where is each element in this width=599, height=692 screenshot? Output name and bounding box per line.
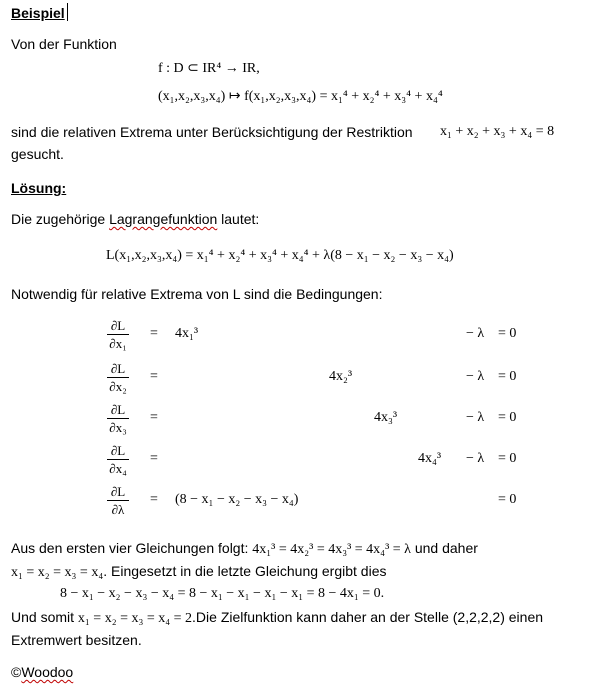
function-line: (x₁,x₂,x₃,x₄) ↦ f(x₁,x₂,x₃,x₄) = x₁⁴ + x₂⁴ + x₃⁴ + x₄⁴: [158, 89, 443, 104]
conclusion-text: .Die Zielfunktion kann daher an der Stelle (2,2,2,2) einen: [192, 609, 544, 625]
partial-fraction: [107, 402, 129, 435]
fraction-denominator: ∂x₃: [109, 420, 127, 435]
text-cursor: [67, 3, 68, 21]
equation-term: 4x₂³: [329, 369, 353, 384]
fraction-numerator: ∂L: [110, 484, 126, 499]
restriction-formula: x₁ + x₂ + x₃ + x₄ = 8: [440, 124, 555, 139]
fraction-numerator: ∂L: [110, 402, 126, 417]
intro-text: Von der Funktion: [11, 36, 117, 52]
fraction-denominator: ∂λ: [111, 502, 125, 517]
equation-rhs: = 0: [498, 369, 517, 384]
fraction-denominator: ∂x₂: [109, 379, 127, 394]
copyright: [11, 664, 73, 680]
fraction-numerator: ∂L: [110, 318, 126, 333]
equals-sign: =: [150, 326, 158, 341]
heading-solution: Lösung:: [11, 180, 67, 196]
lambda-term: − λ: [466, 369, 485, 384]
lagrange-intro: [11, 211, 259, 227]
conditions-intro: Notwendig für relative Extrema von L sind die Bedingungen:: [11, 286, 383, 302]
lambda-term: − λ: [466, 326, 485, 341]
heading-example: Beispiel: [11, 5, 65, 21]
conclusion-line-5: Extremwert besitzen.: [11, 632, 142, 648]
lambda-term: − λ: [466, 451, 485, 466]
conclusion-formula: x₁ = x₂ = x₃ = x₄ = 2: [77, 611, 193, 626]
lagrange-intro-1: Die zugehörige: [11, 211, 106, 227]
lagrange-formula: L(x₁,x₂,x₃,x₄) = x₁⁴ + x₂⁴ + x₃⁴ + x₄⁴ + λ(8 − x₁ − x₂ − x₃ − x₄): [106, 248, 454, 263]
conclusion-text: und daher: [414, 540, 478, 556]
partial-fraction: [107, 318, 129, 351]
partial-fraction: [107, 361, 129, 394]
conclusion-line-2: [11, 563, 387, 581]
equation-term: (8 − x₁ − x₂ − x₃ − x₄): [175, 492, 299, 507]
task-text-2: gesucht.: [11, 146, 64, 162]
equation-rhs: = 0: [498, 492, 517, 507]
equation-rhs: = 0: [498, 326, 517, 341]
conclusion-text: Aus den ersten vier Gleichungen folgt:: [11, 540, 249, 556]
partial-fraction: [107, 443, 129, 476]
fraction-denominator: ∂x₄: [109, 461, 127, 476]
conclusion-text: Und somit: [11, 609, 75, 625]
equals-sign: =: [150, 451, 158, 466]
equation-term: 4x₄³: [418, 451, 442, 466]
fraction-denominator: ∂x₁: [109, 336, 127, 351]
conclusion-line-3: 8 − x₁ − x₂ − x₃ − x₄ = 8 − x₁ − x₁ − x₁ − x₁ = 8 − 4x₁ = 0.: [60, 586, 385, 601]
equation-term: 4x₃³: [374, 410, 398, 425]
equals-sign: =: [150, 492, 158, 507]
equation-rhs: = 0: [498, 410, 517, 425]
lagrange-intro-2: lautet:: [221, 211, 260, 227]
equals-sign: =: [150, 410, 158, 425]
conclusion-formula: x₁ = x₂ = x₃ = x₄: [11, 565, 104, 580]
lagrange-word: Lagrangefunktion: [109, 211, 218, 227]
equation-rhs: = 0: [498, 451, 517, 466]
task-text-1: sind die relativen Extrema unter Berücksichtigung der Restriktion: [11, 124, 413, 140]
conclusion-text: . Eingesetzt in die letzte Gleichung ergibt dies: [103, 563, 387, 579]
copyright-symbol: ©: [11, 664, 22, 680]
conclusion-line-1: [11, 540, 478, 558]
conclusion-line-4: [11, 609, 543, 627]
partial-fraction: [107, 484, 129, 517]
fraction-numerator: ∂L: [110, 361, 126, 376]
lambda-term: − λ: [466, 410, 485, 425]
equation-term: 4x₁³: [175, 326, 199, 341]
equals-sign: =: [150, 369, 158, 384]
mapping-line: f : D ⊂ IR⁴ → IR,: [158, 61, 260, 76]
fraction-numerator: ∂L: [110, 443, 126, 458]
conclusion-formula: 4x₁³ = 4x₂³ = 4x₃³ = 4x₄³ = λ: [252, 542, 411, 557]
copyright-name: Woodoo: [21, 664, 74, 680]
